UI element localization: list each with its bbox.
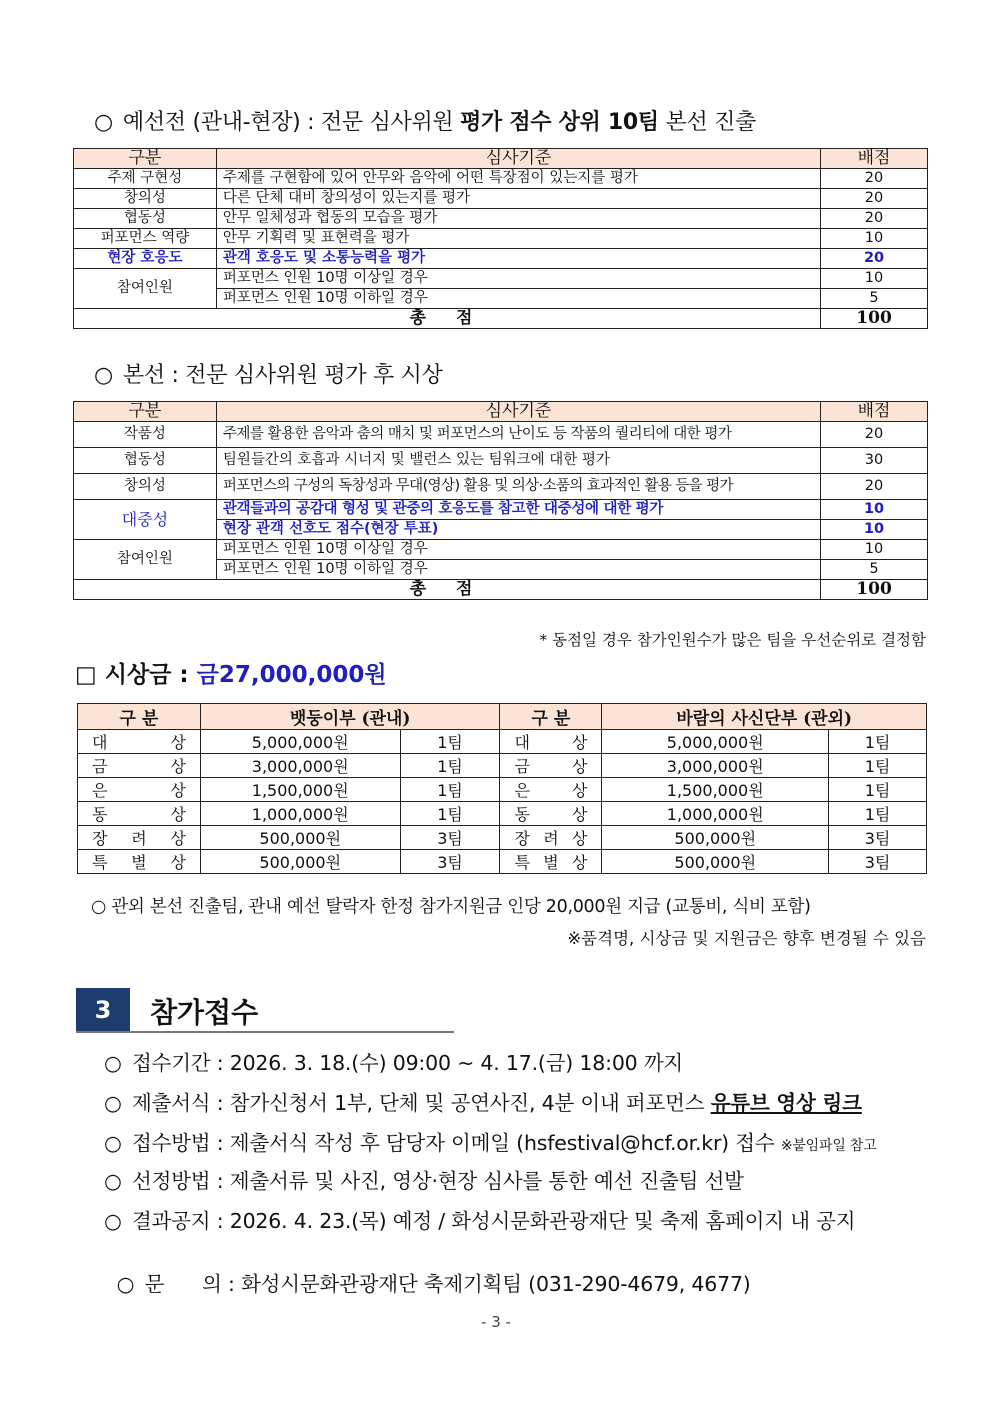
row-score: 10 bbox=[821, 269, 928, 289]
row-category: 주제 구현성 bbox=[74, 169, 217, 189]
total-label: 총 점 bbox=[74, 309, 821, 329]
row-criteria: 퍼포먼스 인원 10명 이상일 경우 bbox=[216, 540, 820, 560]
prize-amount-cell: 1,000,000원 bbox=[200, 802, 400, 826]
prize-category: 대 상 bbox=[500, 730, 602, 754]
header-category: 구분 bbox=[74, 149, 217, 169]
table-row bbox=[78, 826, 927, 850]
prize-count: 3팀 bbox=[829, 850, 927, 874]
section-divider bbox=[76, 1031, 454, 1033]
participants-category: 참여인원 bbox=[74, 269, 217, 309]
prelim-heading bbox=[94, 105, 756, 136]
prize-amount-cell: 500,000원 bbox=[602, 850, 829, 874]
list-item bbox=[104, 1126, 877, 1156]
section-number: 3 bbox=[76, 988, 130, 1032]
row-score: 10 bbox=[821, 229, 928, 249]
header-criteria: 심사기준 bbox=[216, 402, 820, 422]
table-row bbox=[74, 540, 928, 560]
row-category: 퍼포먼스 역량 bbox=[74, 229, 217, 249]
checkbox-square-icon: □ bbox=[75, 662, 97, 688]
list-item-text: 접수방법 : 제출서식 작성 후 담당자 이메일 (hsfestival@hcf.or.kr) 접수 bbox=[132, 1131, 781, 1155]
table-row-highlight bbox=[74, 500, 928, 520]
row-score: 5 bbox=[821, 560, 928, 580]
list-item-text: 제출서식 : 참가신청서 1부, 단체 및 공연사진, 4분 이내 퍼포먼스 bbox=[132, 1091, 711, 1115]
prelim-heading-tail: 본선 진출 bbox=[658, 110, 757, 135]
prize-count: 3팀 bbox=[829, 826, 927, 850]
prize-count: 3팀 bbox=[400, 850, 500, 874]
popularity-category: 대중성 bbox=[74, 500, 217, 540]
table-row bbox=[74, 229, 928, 249]
row-score: 5 bbox=[821, 289, 928, 309]
table-row bbox=[78, 850, 927, 874]
youtube-link-emphasis: 유튜브 영상 링크 bbox=[710, 1091, 862, 1115]
change-notice: ※품격명, 시상금 및 지원금은 향후 변경될 수 있음 bbox=[567, 929, 926, 948]
prelim-heading-bold: 평가 점수 상위 10팀 bbox=[460, 110, 659, 135]
prize-category: 특 별 상 bbox=[78, 850, 201, 874]
prize-category: 장 려 상 bbox=[500, 826, 602, 850]
row-criteria: 다른 단체 대비 창의성이 있는지를 평가 bbox=[216, 189, 820, 209]
row-score: 20 bbox=[821, 169, 928, 189]
circle-bullet-icon: ○ bbox=[116, 1272, 135, 1296]
attachment-note: ※붙임파일 참고 bbox=[780, 1138, 877, 1154]
table-row bbox=[78, 778, 927, 802]
circle-bullet-icon: ○ bbox=[94, 110, 113, 135]
row-score: 30 bbox=[821, 448, 928, 474]
section-title: 참가접수 bbox=[150, 996, 259, 1029]
support-fund-note: ○ 관외 본선 진출팀, 관내 예선 탈락자 한정 참가지원금 인당 20,000원 지급 (교통비, 식비 포함) bbox=[91, 897, 811, 917]
circle-bullet-icon: ○ bbox=[104, 1051, 122, 1075]
prize-label: 시상금 : bbox=[104, 662, 197, 688]
table-header-row bbox=[74, 149, 928, 169]
prize-count: 1팀 bbox=[400, 802, 500, 826]
prize-category: 은 상 bbox=[78, 778, 201, 802]
row-criteria: 주제를 구현함에 있어 안무와 음악에 어떤 특장점이 있는지를 평가 bbox=[216, 169, 820, 189]
row-score: 20 bbox=[821, 249, 928, 269]
row-score: 20 bbox=[821, 422, 928, 448]
row-criteria: 퍼포먼스 인원 10명 이상일 경우 bbox=[216, 269, 820, 289]
table-row bbox=[74, 189, 928, 209]
header-category: 구분 bbox=[74, 402, 217, 422]
row-category: 협동성 bbox=[74, 209, 217, 229]
list-item-text: 선정방법 : 제출서류 및 사진, 영상·현장 심사를 통한 예선 진출팀 선발 bbox=[132, 1169, 744, 1193]
prize-count: 1팀 bbox=[829, 778, 927, 802]
row-category: 협동성 bbox=[74, 448, 217, 474]
row-score: 10 bbox=[821, 540, 928, 560]
circle-bullet-icon: ○ bbox=[94, 363, 113, 388]
table-row bbox=[78, 730, 927, 754]
tiebreak-note: * 동점일 경우 참가인원수가 많은 팀을 우선순위로 결정함 bbox=[539, 631, 926, 649]
page-number: - 3 - bbox=[481, 1313, 511, 1331]
table-row bbox=[74, 169, 928, 189]
header-score: 배점 bbox=[821, 149, 928, 169]
prelim-heading-text: 예선전 (관내-현장) : 전문 심사위원 bbox=[122, 110, 461, 135]
row-score: 10 bbox=[821, 500, 928, 520]
prize-amount-cell: 1,000,000원 bbox=[602, 802, 829, 826]
prize-category: 장 려 상 bbox=[78, 826, 201, 850]
row-category: 창의성 bbox=[74, 189, 217, 209]
final-criteria-table bbox=[73, 401, 928, 600]
prize-amount-cell: 500,000원 bbox=[602, 826, 829, 850]
total-value: 100 bbox=[821, 309, 928, 329]
row-criteria: 퍼포먼스의 구성의 독창성과 무대(영상) 활용 및 의상·소품의 효과적인 활용 등을 평가 bbox=[216, 474, 820, 500]
total-value: 100 bbox=[821, 580, 928, 600]
circle-bullet-icon: ○ bbox=[104, 1131, 122, 1155]
list-item-text: 결과공지 : 2026. 4. 23.(목) 예정 / 화성시문화관광재단 및 축제 홈페이지 내 공지 bbox=[132, 1209, 856, 1233]
prize-table bbox=[77, 703, 927, 874]
prize-category: 동 상 bbox=[78, 802, 201, 826]
table-row bbox=[74, 209, 928, 229]
row-criteria: 관객 호응도 및 소통능력을 평가 bbox=[216, 249, 820, 269]
prize-category: 특 별 상 bbox=[500, 850, 602, 874]
prize-count: 3팀 bbox=[400, 826, 500, 850]
table-row bbox=[74, 474, 928, 500]
row-criteria: 퍼포먼스 인원 10명 이하일 경우 bbox=[216, 560, 820, 580]
total-label: 총 점 bbox=[74, 580, 821, 600]
prize-category: 금 상 bbox=[78, 754, 201, 778]
circle-bullet-icon: ○ bbox=[104, 1169, 122, 1193]
prize-amount-cell: 3,000,000원 bbox=[602, 754, 829, 778]
circle-bullet-icon: ○ bbox=[104, 1209, 122, 1233]
row-criteria: 안무 기획력 및 표현력을 평가 bbox=[216, 229, 820, 249]
row-criteria: 팀원들간의 호흡과 시너지 및 밸런스 있는 팀워크에 대한 평가 bbox=[216, 448, 820, 474]
row-criteria: 안무 일체성과 협동의 모습을 평가 bbox=[216, 209, 820, 229]
total-row bbox=[74, 309, 928, 329]
row-score: 20 bbox=[821, 474, 928, 500]
prize-category: 은 상 bbox=[500, 778, 602, 802]
table-row bbox=[78, 754, 927, 778]
prize-category: 동 상 bbox=[500, 802, 602, 826]
prize-count: 1팀 bbox=[400, 778, 500, 802]
circle-bullet-icon: ○ bbox=[104, 1091, 122, 1115]
prize-amount-cell: 5,000,000원 bbox=[200, 730, 400, 754]
prize-amount-cell: 500,000원 bbox=[200, 826, 400, 850]
prize-count: 1팀 bbox=[400, 754, 500, 778]
list-item bbox=[104, 1243, 751, 1297]
table-header-row bbox=[78, 704, 927, 730]
header-category-left: 구 분 bbox=[78, 704, 201, 730]
row-score: 10 bbox=[821, 520, 928, 540]
prize-count: 1팀 bbox=[400, 730, 500, 754]
row-category: 현장 호응도 bbox=[74, 249, 217, 269]
row-score: 20 bbox=[821, 189, 928, 209]
final-heading-text: 본선 : 전문 심사위원 평가 후 시상 bbox=[122, 363, 443, 388]
list-item-text: 문 의 : 화성시문화관광재단 축제기획팀 (031-290-4679, 4677) bbox=[144, 1272, 751, 1296]
prize-amount-cell: 5,000,000원 bbox=[602, 730, 829, 754]
header-outside-division: 바람의 사신단부 (관외) bbox=[602, 704, 927, 730]
prelim-criteria-table bbox=[73, 148, 928, 329]
final-heading bbox=[94, 358, 443, 389]
prize-category: 금 상 bbox=[500, 754, 602, 778]
header-category-right: 구 분 bbox=[500, 704, 602, 730]
row-criteria: 주제를 활용한 음악과 춤의 매치 및 퍼포먼스의 난이도 등 작품의 퀄리티에 대한 평가 bbox=[216, 422, 820, 448]
row-criteria: 퍼포먼스 인원 10명 이하일 경우 bbox=[216, 289, 820, 309]
table-row bbox=[74, 269, 928, 289]
header-score: 배점 bbox=[821, 402, 928, 422]
prize-count: 1팀 bbox=[829, 754, 927, 778]
header-criteria: 심사기준 bbox=[216, 149, 820, 169]
prize-amount-cell: 1,500,000원 bbox=[200, 778, 400, 802]
prize-amount-cell: 3,000,000원 bbox=[200, 754, 400, 778]
list-item bbox=[104, 1164, 744, 1194]
prize-amount-cell: 1,500,000원 bbox=[602, 778, 829, 802]
row-criteria: 관객들과의 공감대 형성 및 관중의 호응도를 참고한 대중성에 대한 평가 bbox=[216, 500, 820, 520]
list-item bbox=[104, 1086, 862, 1116]
list-item-text: 접수기간 : 2026. 3. 18.(수) 09:00 ~ 4. 17.(금) 18:00 까지 bbox=[132, 1051, 684, 1075]
table-row bbox=[74, 422, 928, 448]
row-category: 작품성 bbox=[74, 422, 217, 448]
row-criteria: 현장 관객 선호도 점수(현장 투표) bbox=[216, 520, 820, 540]
prize-amount-cell: 500,000원 bbox=[200, 850, 400, 874]
header-local-division: 뱃둥이부 (관내) bbox=[200, 704, 500, 730]
row-score: 20 bbox=[821, 209, 928, 229]
prize-count: 1팀 bbox=[829, 730, 927, 754]
prize-count: 1팀 bbox=[829, 802, 927, 826]
prize-category: 대 상 bbox=[78, 730, 201, 754]
participants-category: 참여인원 bbox=[74, 540, 217, 580]
prize-amount: 금27,000,000원 bbox=[196, 662, 387, 688]
table-row-highlight bbox=[74, 249, 928, 269]
prize-heading bbox=[75, 656, 387, 689]
list-item bbox=[104, 1046, 683, 1076]
total-row bbox=[74, 580, 928, 600]
row-category: 창의성 bbox=[74, 474, 217, 500]
table-header-row bbox=[74, 402, 928, 422]
table-row bbox=[74, 448, 928, 474]
table-row bbox=[78, 802, 927, 826]
list-item bbox=[104, 1204, 855, 1234]
